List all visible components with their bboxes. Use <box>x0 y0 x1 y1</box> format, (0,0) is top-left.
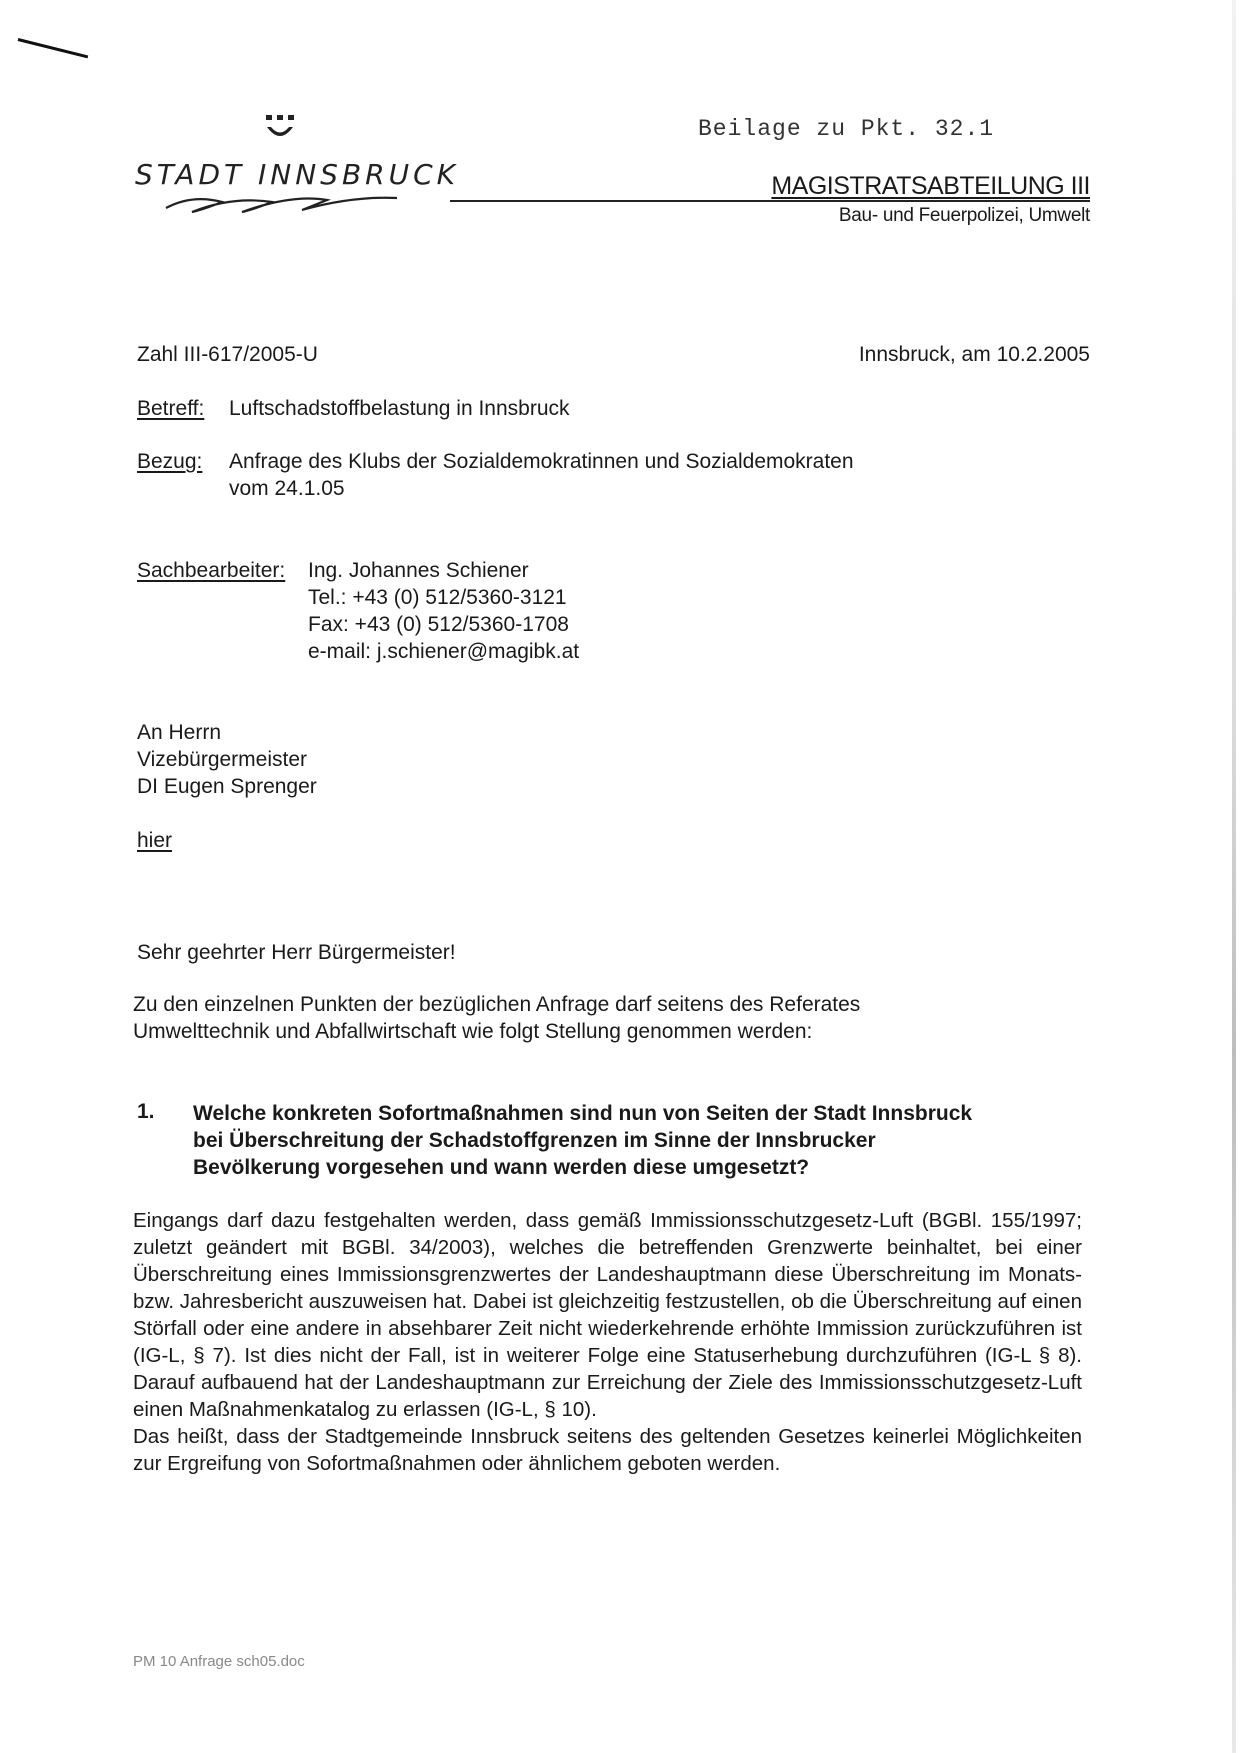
answer-paragraph: Das heißt, dass der Stadtgemeinde Innsbruck seitens des geltenden Gesetzes keinerlei Möglichkeiten zur Ergreifung von Sofortmaßnahmen oder ähnlichem geboten werden. <box>133 1425 1082 1475</box>
salutation: Sehr geehrter Herr Bürgermeister! <box>137 941 456 964</box>
question-number: 1. <box>137 1100 155 1123</box>
recipient-line: An Herrn <box>137 721 222 744</box>
city-logo-text: STADT INNSBRUCK <box>135 158 460 191</box>
subject-label: Betreff: <box>137 397 205 420</box>
answer-body <box>133 1207 1082 1477</box>
department-title: MAGISTRATSABTEILUNG III <box>771 172 1090 200</box>
recipient-location: hier <box>137 829 173 852</box>
clerk-fax: Fax: +43 (0) 512/5360-1708 <box>308 613 569 636</box>
question-text <box>193 1100 1093 1181</box>
relation-line: Anfrage des Klubs der Sozialdemokratinnen und Sozialdemokraten <box>229 450 854 473</box>
intro-line: Zu den einzelnen Punkten der bezüglichen Anfrage darf seitens des Referates <box>133 993 861 1016</box>
clerk-tel: Tel.: +43 (0) 512/5360-3121 <box>308 586 567 609</box>
city-emblem-icon <box>264 113 296 147</box>
recipient-line: DI Eugen Sprenger <box>137 775 317 798</box>
intro-line: Umwelttechnik und Abfallwirtschaft wie folgt Stellung genommen werden: <box>133 1020 813 1043</box>
intro-paragraph <box>133 991 860 1045</box>
clerk-email: e-mail: j.schiener@magibk.at <box>308 640 580 663</box>
clerk-name: Ing. Johannes Schiener <box>308 559 529 582</box>
scan-edge <box>1232 0 1236 1753</box>
answer-paragraph: Eingangs darf dazu festgehalten werden, dass gemäß Immissionsschutzgesetz-Luft (BGBl. 155/1997; zuletzt geändert mit BGBl. 34/2003), welches die betreffenden Grenzwerte beinhaltet, bei einer Überschreitung eines Immissionsgrenzwertes der Landeshauptmann diese Überschreitung im Monats- bzw. Jahresbericht auszuweisen hat. Dabei ist gleichzeitig festzustellen, ob die Überschreitung auf einen Störfall oder eine andere in absehbarer Zeit nicht wiederkehrende erhöhte Immission zurückzuführen ist (IG-L, § 7). Ist dies nicht der Fall, ist in weiterer Folge eine Statuserhebung durchzuführen (IG-L § 8). Darauf aufbauend hat der Landeshauptmann zur Erreichung der Ziele des Immissionsschutzgesetz-Luft einen Maßnahmenkatalog zu erlassen (IG-L, § 10). <box>133 1209 1082 1421</box>
attachment-note: Beilage zu Pkt. 32.1 <box>698 116 995 142</box>
clerk-details <box>308 557 579 665</box>
place-date: Innsbruck, am 10.2.2005 <box>858 343 1090 366</box>
question-line: bei Überschreitung der Schadstoffgrenzen im Sinne der Innsbrucker <box>193 1129 876 1152</box>
footer-filename: PM 10 Anfrage sch05.doc <box>133 1653 305 1670</box>
city-logo-swoosh <box>162 188 402 218</box>
recipient-line: Vizebürgermeister <box>137 748 308 771</box>
question-line: Bevölkerung vorgesehen und wann werden diese umgesetzt? <box>193 1156 810 1179</box>
relation-label: Bezug: <box>137 450 203 473</box>
question-line: Welche konkreten Sofortmaßnahmen sind nun von Seiten der Stadt Innsbruck <box>193 1102 973 1125</box>
reference-number: Zahl III-617/2005-U <box>137 343 318 366</box>
scan-mark <box>18 38 89 58</box>
relation-text <box>229 448 854 502</box>
relation-line: vom 24.1.05 <box>229 477 345 500</box>
subject-text: Luftschadstoffbelastung in Innsbruck <box>229 397 570 420</box>
clerk-label: Sachbearbeiter: <box>137 559 286 582</box>
recipient-address <box>137 719 317 800</box>
department-subtitle: Bau- und Feuerpolizei, Umwelt <box>838 205 1090 226</box>
